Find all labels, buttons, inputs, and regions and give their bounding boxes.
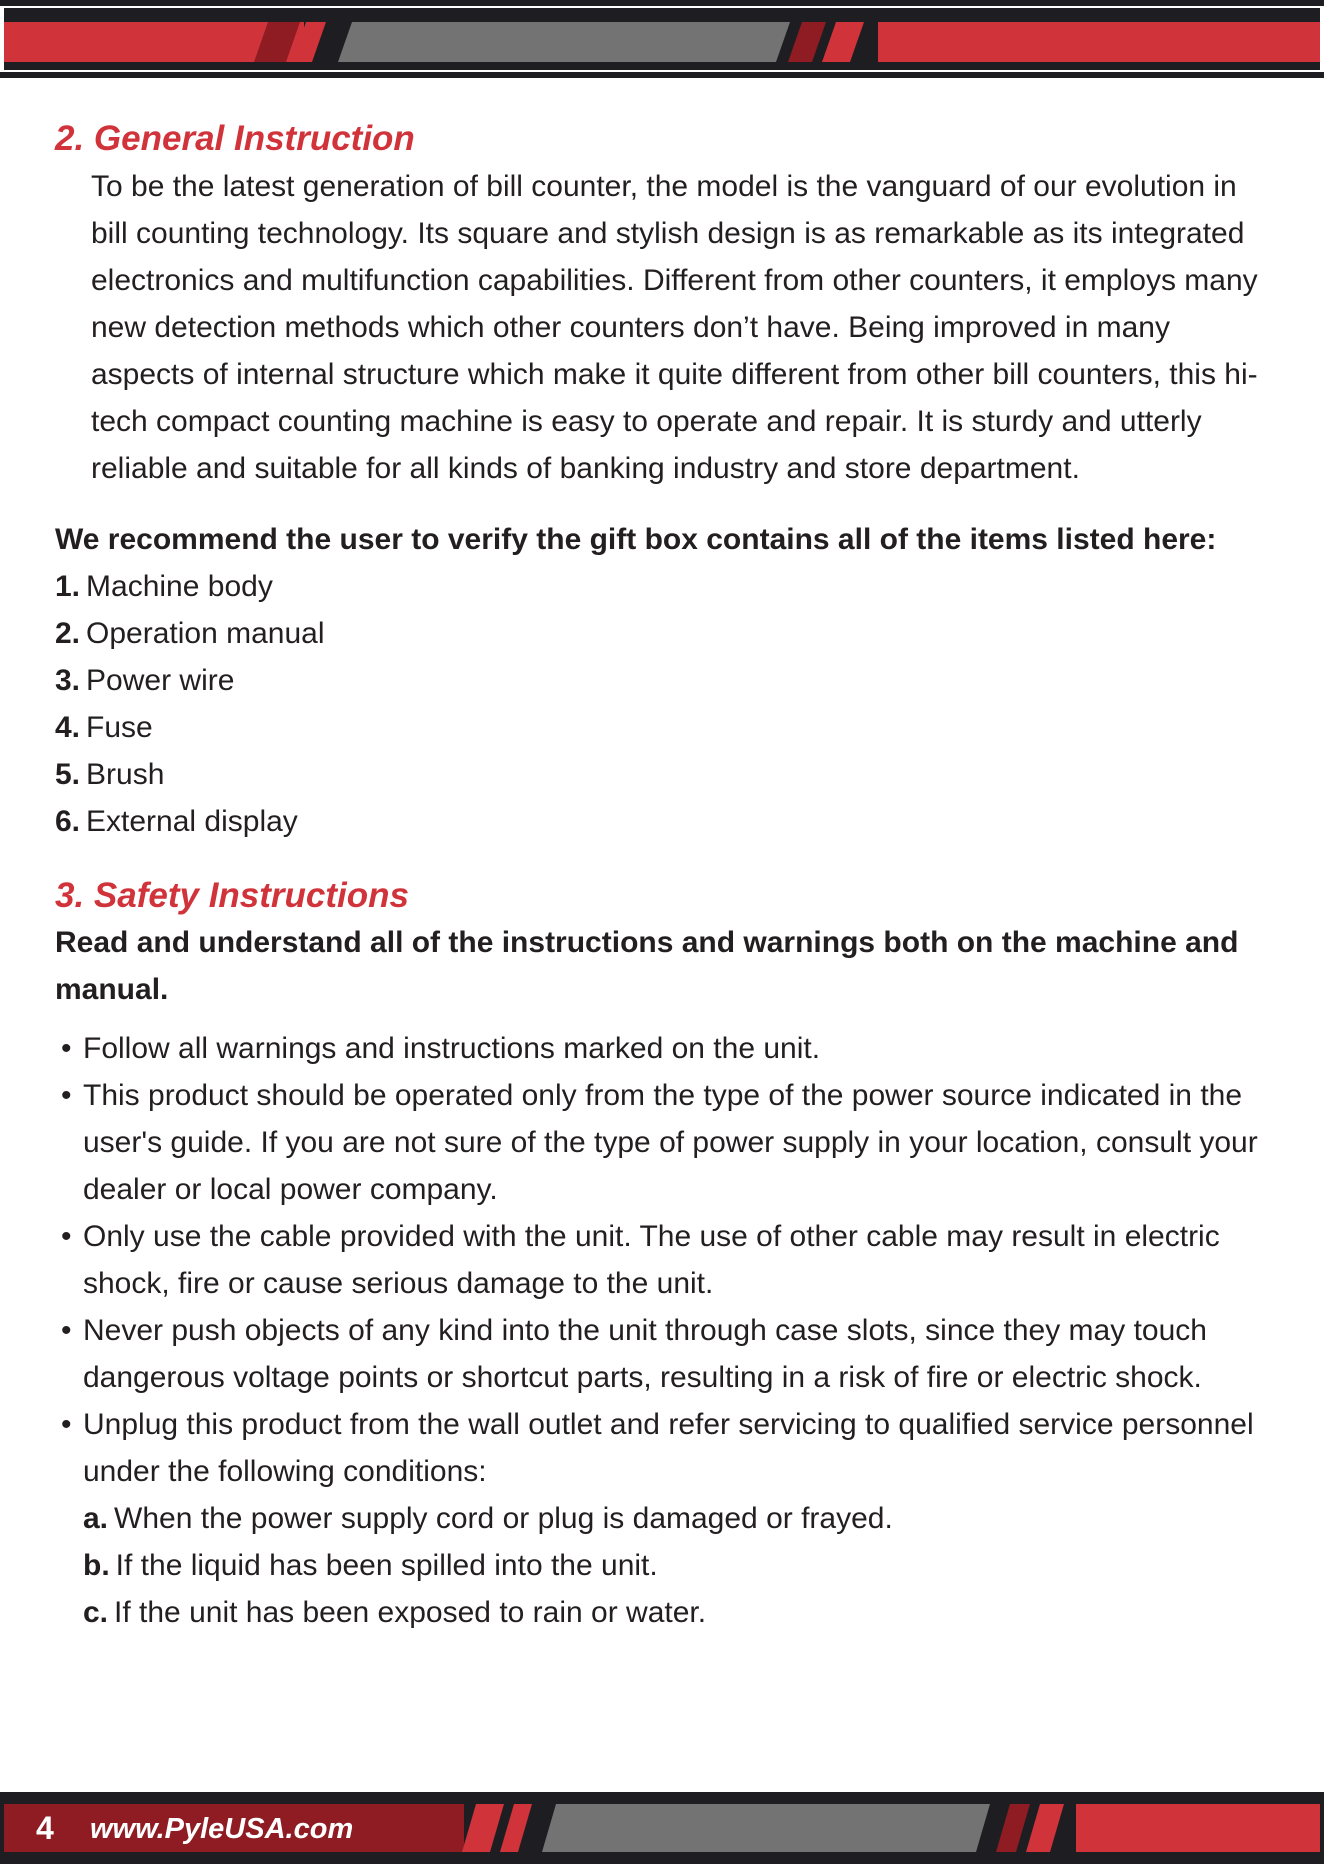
list-item-text: External display <box>86 805 298 838</box>
general-instruction-paragraph: To be the latest generation of bill counter, the model is the vanguard of our evolution in bill counting technology. Its square and stylish design is as remarkable as its integrated electronics and multifunction capabilities. Different from other counters, it employs many new detection methods which other counters don’t have. Being improved in many aspects of internal structure which make it quite different from other bill counters, this hi-tech compact counting machine is easy to operate and repair. It is sturdy and utterly reliable and suitable for all kinds of banking industry and store department. <box>91 170 1258 485</box>
condition-text: If the unit has been exposed to rain or water. <box>114 1596 707 1629</box>
list-item <box>55 610 1275 657</box>
package-contents-lead: We recommend the user to verify the gift box contains all of the items listed here: <box>55 523 1217 556</box>
list-item-text: Fuse <box>86 711 153 744</box>
safety-bullet-text: Only use the cable provided with the unit. The use of other cable may result in electric shock, fire or cause serious damage to the unit. <box>83 1220 1220 1300</box>
condition-item <box>83 1542 1275 1589</box>
header-band-graphic <box>0 0 1324 78</box>
condition-letter: a. <box>83 1502 109 1535</box>
bullet-dot-icon: • <box>61 1079 72 1112</box>
list-item <box>55 704 1275 751</box>
list-item-text: Operation manual <box>86 617 325 650</box>
package-contents-list <box>55 563 1275 845</box>
list-item-text: Brush <box>86 758 165 791</box>
bullet-dot-icon: • <box>61 1408 72 1441</box>
list-item <box>55 563 1275 610</box>
safety-bullet <box>55 1307 1275 1401</box>
list-item-number: 4. <box>55 711 81 744</box>
bullet-dot-icon: • <box>61 1032 72 1065</box>
condition-text: If the liquid has been spilled into the unit. <box>115 1549 658 1582</box>
list-item <box>55 751 1275 798</box>
header-band <box>0 0 1324 78</box>
safety-bullet <box>55 1401 1275 1636</box>
conditions-list <box>83 1495 1275 1636</box>
safety-bullet-text: Follow all warnings and instructions marked on the unit. <box>83 1032 821 1065</box>
safety-bullet-text: This product should be operated only from the type of the power source indicated in the user's guide. If you are not sure of the type of power supply in your location, consult your dealer or local power company. <box>83 1079 1258 1206</box>
list-item <box>55 798 1275 845</box>
condition-item <box>83 1589 1275 1636</box>
page-content <box>55 118 1275 1636</box>
list-item <box>55 657 1275 704</box>
list-item-number: 2. <box>55 617 81 650</box>
condition-letter: b. <box>83 1549 110 1582</box>
list-item-text: Machine body <box>86 570 273 603</box>
safety-bullet-text: Never push objects of any kind into the unit through case slots, since they may touch dangerous voltage points or shortcut parts, resulting in a risk of fire or electric shock. <box>83 1314 1207 1394</box>
bullet-dot-icon: • <box>61 1220 72 1253</box>
safety-lead: Read and understand all of the instructions and warnings both on the machine and manual. <box>55 926 1239 1006</box>
list-item-number: 1. <box>55 570 81 603</box>
list-item-number: 6. <box>55 805 81 838</box>
page-number: 4 <box>36 1810 54 1846</box>
list-item-number: 3. <box>55 664 81 697</box>
list-item-number: 5. <box>55 758 81 791</box>
condition-text: When the power supply cord or plug is damaged or frayed. <box>114 1502 893 1535</box>
condition-letter: c. <box>83 1596 109 1629</box>
section-heading-general: 2. General Instruction <box>55 119 415 158</box>
safety-bullet <box>55 1072 1275 1213</box>
condition-item <box>83 1495 1275 1542</box>
safety-bullet-list <box>55 1025 1275 1636</box>
safety-bullet <box>55 1213 1275 1307</box>
safety-bullet-text: Unplug this product from the wall outlet and refer servicing to qualified service personnel under the following conditions: <box>83 1408 1254 1488</box>
section-heading-safety: 3. Safety Instructions <box>55 876 409 915</box>
list-item-text: Power wire <box>86 664 235 697</box>
safety-bullet <box>55 1025 1275 1072</box>
footer-url-link[interactable]: www.PyleUSA.com <box>90 1813 354 1845</box>
bullet-dot-icon: • <box>61 1314 72 1347</box>
